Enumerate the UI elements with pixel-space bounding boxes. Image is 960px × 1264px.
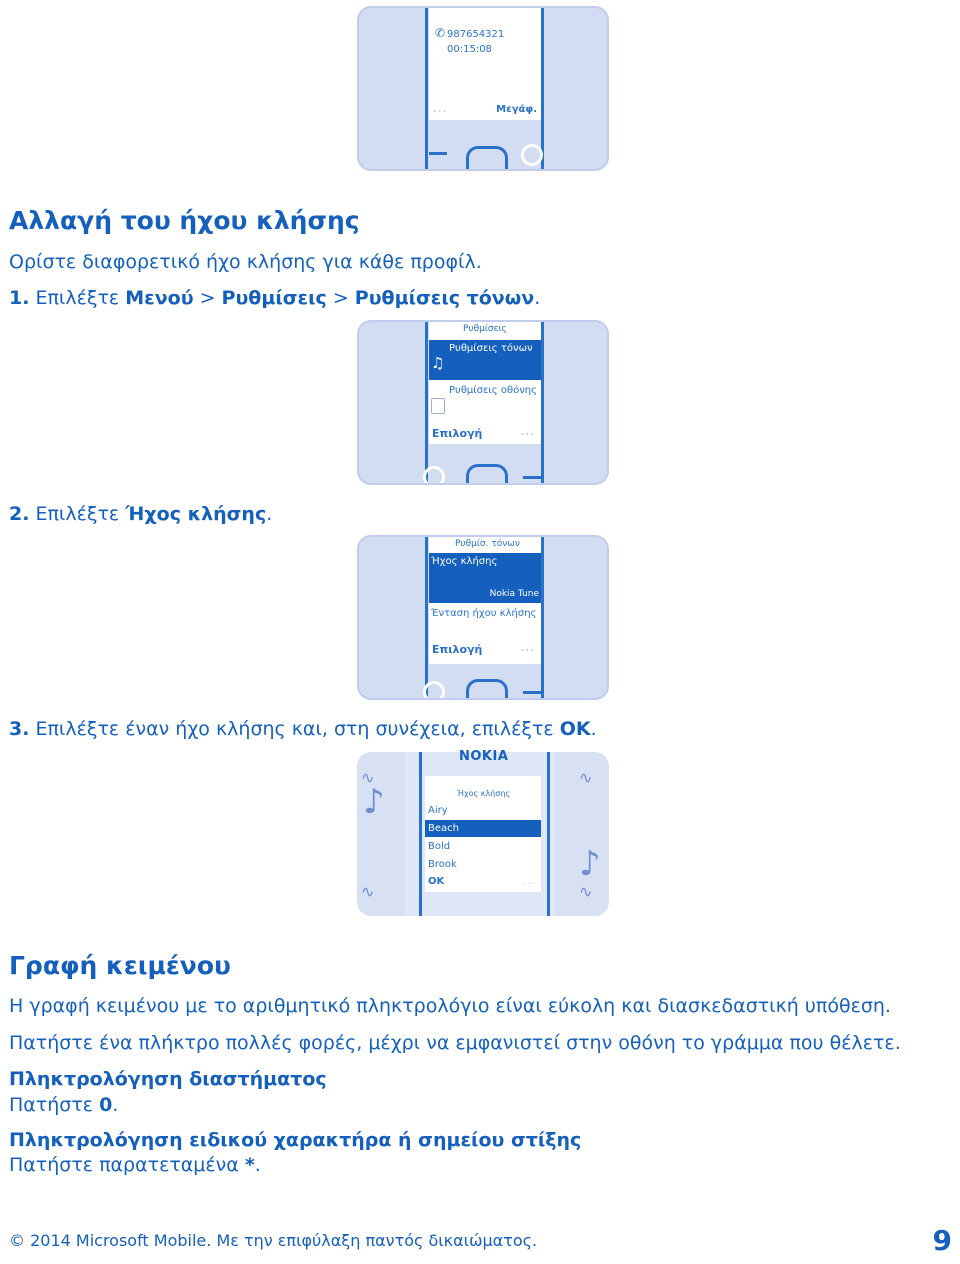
subheading-space: Πληκτρολόγηση διαστήματος <box>9 1068 327 1090</box>
sound-wave-icon: ∿ <box>361 882 375 901</box>
list-item-selected: Beach <box>425 820 541 837</box>
subheading-special-char: Πληκτρολόγηση ειδικού χαρακτήρα ή σημείου στίξης <box>9 1129 582 1151</box>
list-item: Brook <box>428 859 457 870</box>
list-item: Airy <box>428 805 448 816</box>
menu-header: Ρυθμίσεις <box>463 324 507 334</box>
nokia-logo: NOKIA <box>459 749 509 764</box>
menu-item-selected: ♫ Ρυθμίσεις τόνων <box>429 340 541 380</box>
sound-wave-icon: ∿ <box>579 882 593 901</box>
section-intro: Ορίστε διαφορετικό ήχο κλήσης για κάθε προφίλ. <box>9 251 482 273</box>
right-key-icon <box>521 144 543 166</box>
sound-wave-icon: ∿ <box>361 768 375 787</box>
display-settings-icon <box>431 398 445 414</box>
menu-item-selected: Ήχος κλήσης Nokia Tune <box>429 553 541 603</box>
paragraph: Η γραφή κειμένου με το αριθμητικό πληκτρολόγιο είναι εύκολη και διασκεδαστική υπόθεση. <box>9 995 891 1017</box>
footer-copyright: © 2014 Microsoft Mobile. Με την επιφύλαξη παντός δικαιώματος. <box>9 1231 538 1250</box>
phone-illustration-call <box>357 6 609 171</box>
step-3: 3. Επιλέξτε έναν ήχο κλήσης και, στη συνέχεια, επιλέξτε OK. <box>9 718 597 740</box>
instruction-space: Πατήστε 0. <box>9 1094 119 1116</box>
more-options-dots: ... <box>433 104 448 115</box>
phone-call-icon: ✆ <box>435 26 446 40</box>
step-2: 2. Επιλέξτε Ήχος κλήσης. <box>9 503 273 525</box>
phone-screen <box>429 322 541 444</box>
phone-illustration-ringtones <box>357 749 609 916</box>
softkey-ok: OK <box>428 876 445 887</box>
call-number: 987654321 <box>447 29 505 40</box>
menu-item-display: Ρυθμίσεις οθόνης <box>449 385 538 396</box>
step-1: 1. Επιλέξτε Μενού > Ρυθμίσεις > Ρυθμίσεις τόνων. <box>9 287 541 309</box>
list-item: Bold <box>428 841 451 852</box>
menu-header: Ρυθμίσ. τόνων <box>455 539 520 549</box>
call-time: 00:15:08 <box>447 44 492 55</box>
list-header: Ήχος κλήσης <box>457 789 511 798</box>
instruction-special-char: Πατήστε παρατεταμένα *. <box>9 1154 261 1176</box>
left-key-icon <box>423 466 445 485</box>
more-options-dots: ... <box>522 876 535 887</box>
softkey-loudspeaker: Μεγάφ. <box>496 104 537 115</box>
more-options-dots: ... <box>520 427 535 438</box>
phone-illustration-tones <box>357 535 609 700</box>
menu-item-volume: Ένταση ήχου κλήσης <box>431 608 537 619</box>
tones-settings-icon: ♫ <box>431 354 445 372</box>
page-number: 9 <box>932 1224 952 1257</box>
music-note-icon: ♪ <box>579 844 601 884</box>
more-options-dots: ... <box>520 643 535 654</box>
phone-screen <box>429 537 541 664</box>
section-title-text-input: Γραφή κειμένου <box>9 951 231 980</box>
phone-illustration-settings <box>357 320 609 485</box>
section-title-ringtone: Αλλαγή του ήχου κλήσης <box>9 206 360 235</box>
phone-screen <box>429 8 541 120</box>
softkey-select: Επιλογή <box>432 643 483 656</box>
sound-wave-icon: ∿ <box>579 768 593 787</box>
left-key-icon <box>423 681 445 700</box>
paragraph: Πατήστε ένα πλήκτρο πολλές φορές, μέχρι να εμφανιστεί στην οθόνη το γράμμα που θέλετε. <box>9 1032 901 1054</box>
phone-screen <box>425 776 541 892</box>
softkey-select: Επιλογή <box>432 427 483 440</box>
music-note-icon: ♪ <box>363 782 385 822</box>
